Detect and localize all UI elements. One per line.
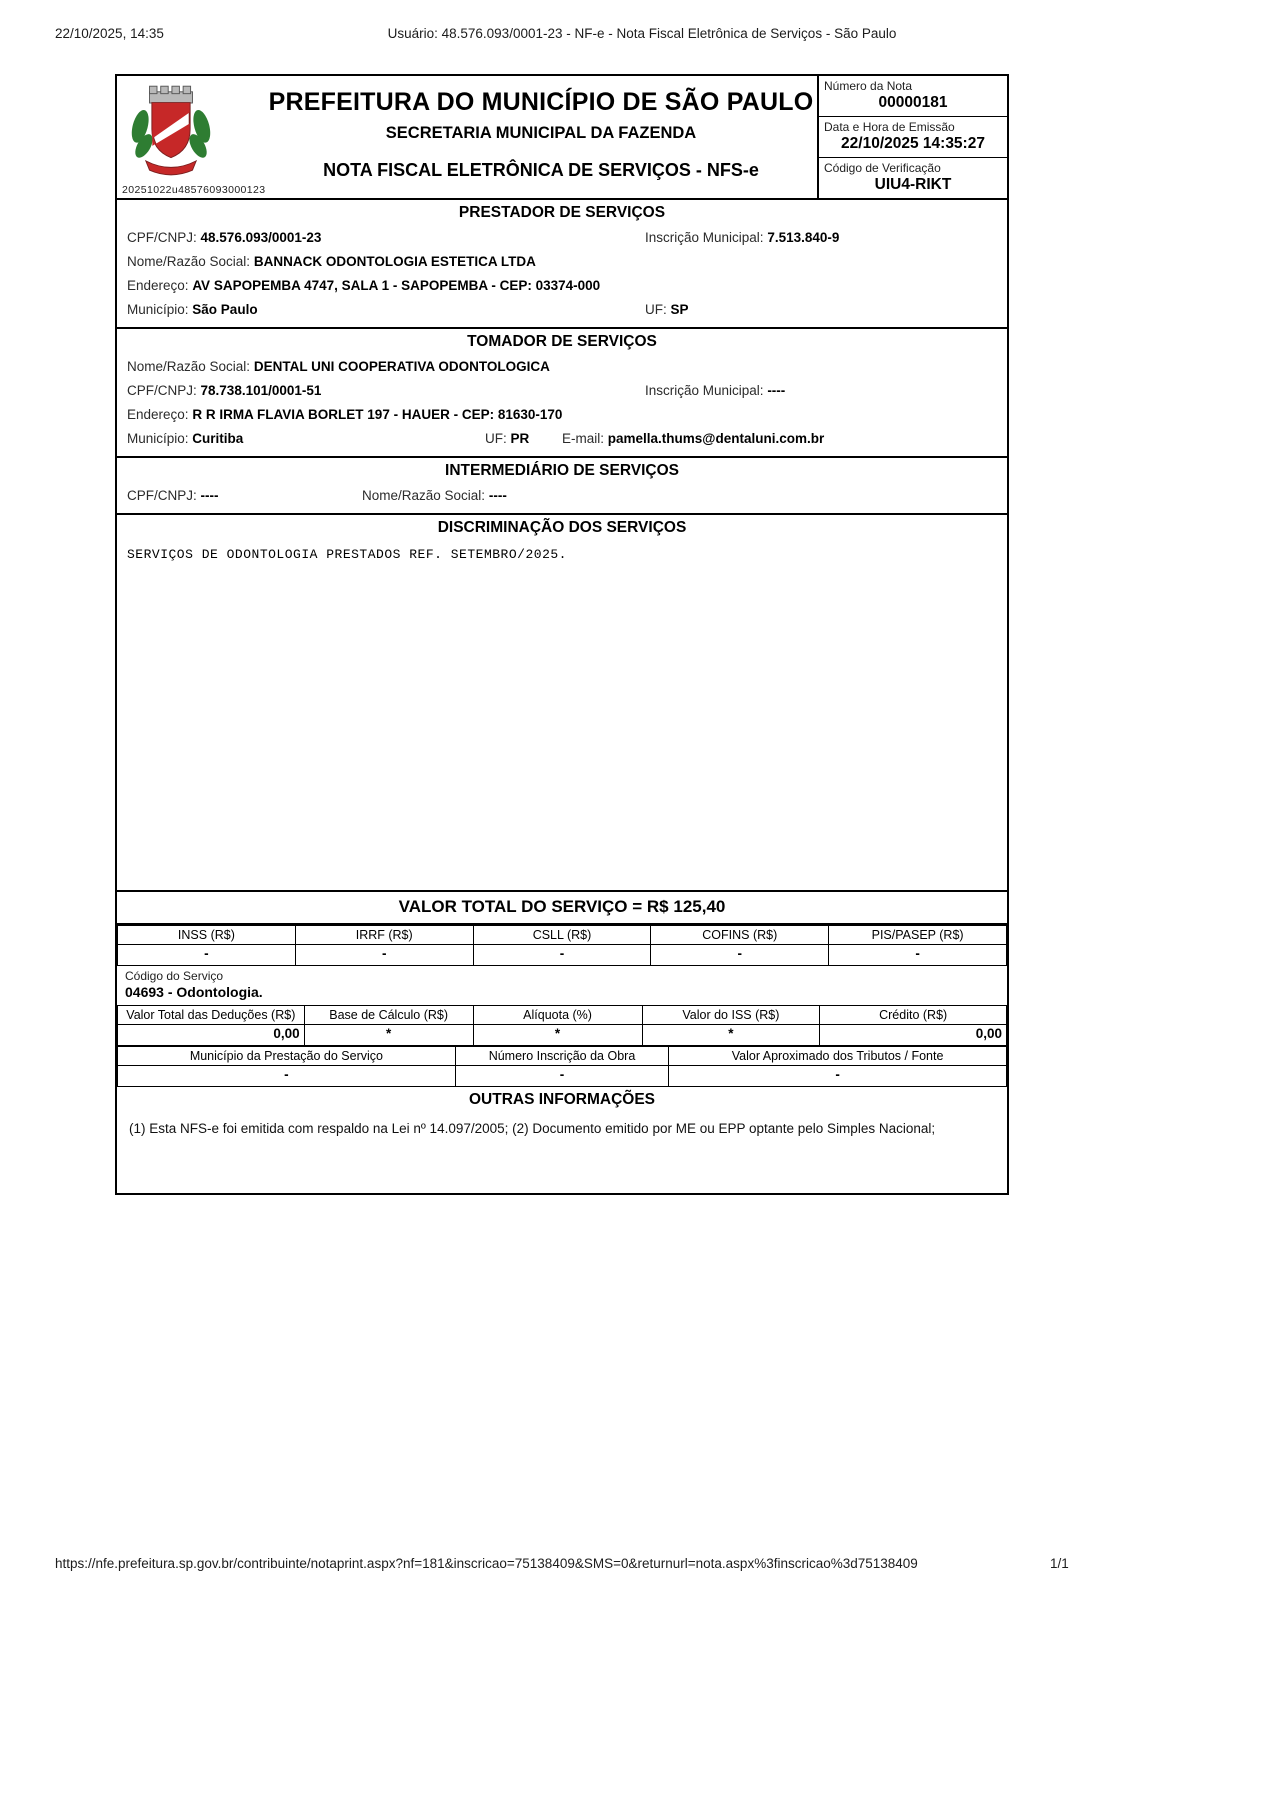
tomador-cpf-label: CPF/CNPJ:: [127, 383, 197, 398]
outras-text: (1) Esta NFS-e foi emitida com respaldo na Lei nº 14.097/2005; (2) Documento emitido por ME ou EPP optante pelo Simples Nacional;: [129, 1121, 936, 1136]
deducoes-value-iss: *: [642, 1025, 820, 1046]
tomador-uf-label: UF:: [485, 431, 507, 446]
prefeitura-title: PREFEITURA DO MUNICÍPIO DE SÃO PAULO: [268, 88, 814, 116]
intermediario-cpf-label: CPF/CNPJ:: [127, 488, 197, 503]
codigo-servico-block: [117, 966, 1007, 1005]
print-page-number: 1/1: [1050, 1556, 1069, 1571]
tomador-inscricao-label: Inscrição Municipal:: [645, 383, 764, 398]
prestador-endereco-label: Endereço:: [127, 278, 189, 293]
document-title: NOTA FISCAL ELETRÔNICA DE SERVIÇOS - NFS-e: [323, 160, 759, 180]
prestador-cpf-value: 48.576.093/0001-23: [200, 230, 322, 245]
deducoes-header-aliquota: Alíquota (%): [473, 1006, 642, 1025]
prestador-section-title: PRESTADOR DE SERVIÇOS: [458, 204, 666, 221]
secretaria-subtitle: SECRETARIA MUNICIPAL DA FAZENDA: [385, 124, 697, 142]
discriminacao-section-title: DISCRIMINAÇÃO DOS SERVIÇOS: [437, 519, 687, 536]
prestador-uf-value: SP: [670, 302, 689, 317]
nota-info-panel: [817, 76, 1007, 198]
nota-number-box: [819, 76, 1007, 117]
emission-label: Data e Hora de Emissão: [824, 120, 955, 134]
prestador-nome-row: [117, 250, 1007, 274]
prestador-section: [117, 200, 1007, 327]
deducoes-header-deducoes: Valor Total das Deduções (R$): [118, 1006, 305, 1025]
print-url: https://nfe.prefeitura.sp.gov.br/contribuinte/notaprint.aspx?nf=181&inscricao=75138409&SMS=0&returnurl=nota.aspx%3finscricao%3d75138409: [55, 1556, 918, 1571]
codigo-servico-value: 04693 - Odontologia.: [125, 984, 263, 1000]
rodape-value-municipio: -: [118, 1066, 456, 1087]
intermediario-row: [117, 484, 1007, 508]
codigo-servico-label: Código do Serviço: [125, 969, 224, 983]
discriminacao-section: [117, 513, 1007, 890]
intermediario-section: [117, 456, 1007, 513]
valor-total-banner: VALOR TOTAL DO SERVIÇO = R$ 125,40: [117, 890, 1007, 925]
deducoes-value-credito: 0,00: [820, 1025, 1007, 1046]
title-cell: [265, 76, 817, 198]
nfse-document: [115, 74, 1009, 1195]
tomador-inscricao-value: ----: [767, 383, 786, 398]
tomador-nome-value: DENTAL UNI COOPERATIVA ODONTOLOGICA: [253, 359, 550, 374]
emission-value: 22/10/2025 14:35:27: [841, 135, 985, 152]
tomador-email-label: E-mail:: [562, 431, 605, 446]
intermediario-nome-value: ----: [488, 488, 507, 503]
impostos-header-inss: INSS (R$): [118, 926, 296, 945]
prestador-municipio-value: São Paulo: [192, 302, 258, 317]
rodape-header-tributos: Valor Aproximado dos Tributos / Fonte: [669, 1047, 1007, 1066]
prestador-uf-label: UF:: [645, 302, 667, 317]
protocol-number: 20251022u48576093000123: [122, 184, 266, 196]
tomador-cpf-value: 78.738.101/0001-51: [200, 383, 322, 398]
tomador-endereco-row: [117, 403, 1007, 427]
tomador-nome-row: [117, 355, 1007, 379]
document-header: [117, 76, 1007, 200]
tomador-email-value: pamella.thums@dentaluni.com.br: [607, 431, 825, 446]
discriminacao-text: SERVIÇOS DE ODONTOLOGIA PRESTADOS REF. SETEMBRO/2025.: [127, 547, 567, 562]
rodape-value-tributos: -: [669, 1066, 1007, 1087]
impostos-value-csll: -: [473, 945, 651, 966]
intermediario-cpf-value: ----: [200, 488, 219, 503]
prestador-endereco-value: AV SAPOPEMBA 4747, SALA 1 - SAPOPEMBA - CEP: 03374-000: [192, 278, 601, 293]
tomador-cpf-row: [117, 379, 1007, 403]
print-page-title: Usuário: 48.576.093/0001-23 - NF-e - Nota Fiscal Eletrônica de Serviços - São Paulo: [387, 26, 897, 41]
rodape-value-obra: -: [455, 1066, 668, 1087]
impostos-value-inss: -: [118, 945, 296, 966]
emission-box: [819, 117, 1007, 158]
tomador-municipio-value: Curitiba: [192, 431, 244, 446]
outras-section-title: OUTRAS INFORMAÇÕES: [469, 1091, 655, 1108]
deducoes-value-deducoes: 0,00: [118, 1025, 305, 1046]
verification-label: Código de Verificação: [824, 161, 941, 175]
tomador-municipio-row: [117, 427, 1007, 451]
sao-paulo-coat-of-arms-icon: [129, 84, 213, 178]
verification-value: UIU4-RIKT: [874, 176, 952, 193]
prestador-nome-value: BANNACK ODONTOLOGIA ESTETICA LTDA: [253, 254, 536, 269]
tomador-nome-label: Nome/Razão Social:: [127, 359, 251, 374]
deducoes-header-base: Base de Cálculo (R$): [304, 1006, 473, 1025]
deducoes-header-iss: Valor do ISS (R$): [642, 1006, 820, 1025]
impostos-header-cofins: COFINS (R$): [651, 926, 829, 945]
tomador-endereco-label: Endereço:: [127, 407, 189, 422]
prestador-inscricao-label: Inscrição Municipal:: [645, 230, 764, 245]
tomador-municipio-label: Município:: [127, 431, 189, 446]
prestador-municipio-label: Município:: [127, 302, 189, 317]
tomador-endereco-value: R R IRMA FLAVIA BORLET 197 - HAUER - CEP: 81630-170: [192, 407, 563, 422]
intermediario-section-title: INTERMEDIÁRIO DE SERVIÇOS: [445, 462, 679, 479]
nota-number-label: Número da Nota: [824, 79, 913, 93]
prestador-endereco-row: [117, 274, 1007, 298]
prestador-cpf-row: [117, 226, 1007, 250]
deducoes-value-aliquota: *: [473, 1025, 642, 1046]
impostos-value-irrf: -: [295, 945, 473, 966]
rodape-header-obra: Número Inscrição da Obra: [455, 1047, 668, 1066]
impostos-value-pis: -: [829, 945, 1007, 966]
outras-section: [117, 1087, 1007, 1193]
impostos-value-cofins: -: [651, 945, 829, 966]
impostos-header-irrf: IRRF (R$): [295, 926, 473, 945]
print-header: [55, 26, 1229, 41]
impostos-header-csll: CSLL (R$): [473, 926, 651, 945]
tomador-section: [117, 327, 1007, 456]
deducoes-table: [117, 1005, 1007, 1046]
impostos-table: [117, 925, 1007, 966]
logo-cell: [117, 76, 265, 198]
rodape-header-municipio: Município da Prestação do Serviço: [118, 1047, 456, 1066]
nota-number-value: 00000181: [878, 94, 948, 111]
deducoes-header-credito: Crédito (R$): [820, 1006, 1007, 1025]
verification-box: [819, 158, 1007, 198]
rodape-table: [117, 1046, 1007, 1087]
impostos-header-pis: PIS/PASEP (R$): [829, 926, 1007, 945]
tomador-section-title: TOMADOR DE SERVIÇOS: [467, 333, 657, 350]
prestador-cpf-label: CPF/CNPJ:: [127, 230, 197, 245]
deducoes-value-base: *: [304, 1025, 473, 1046]
prestador-inscricao-value: 7.513.840-9: [767, 230, 840, 245]
intermediario-nome-label: Nome/Razão Social:: [362, 488, 486, 503]
prestador-municipio-row: [117, 298, 1007, 322]
tomador-uf-value: PR: [510, 431, 530, 446]
prestador-nome-label: Nome/Razão Social:: [127, 254, 251, 269]
print-datetime: 22/10/2025, 14:35: [55, 26, 164, 41]
